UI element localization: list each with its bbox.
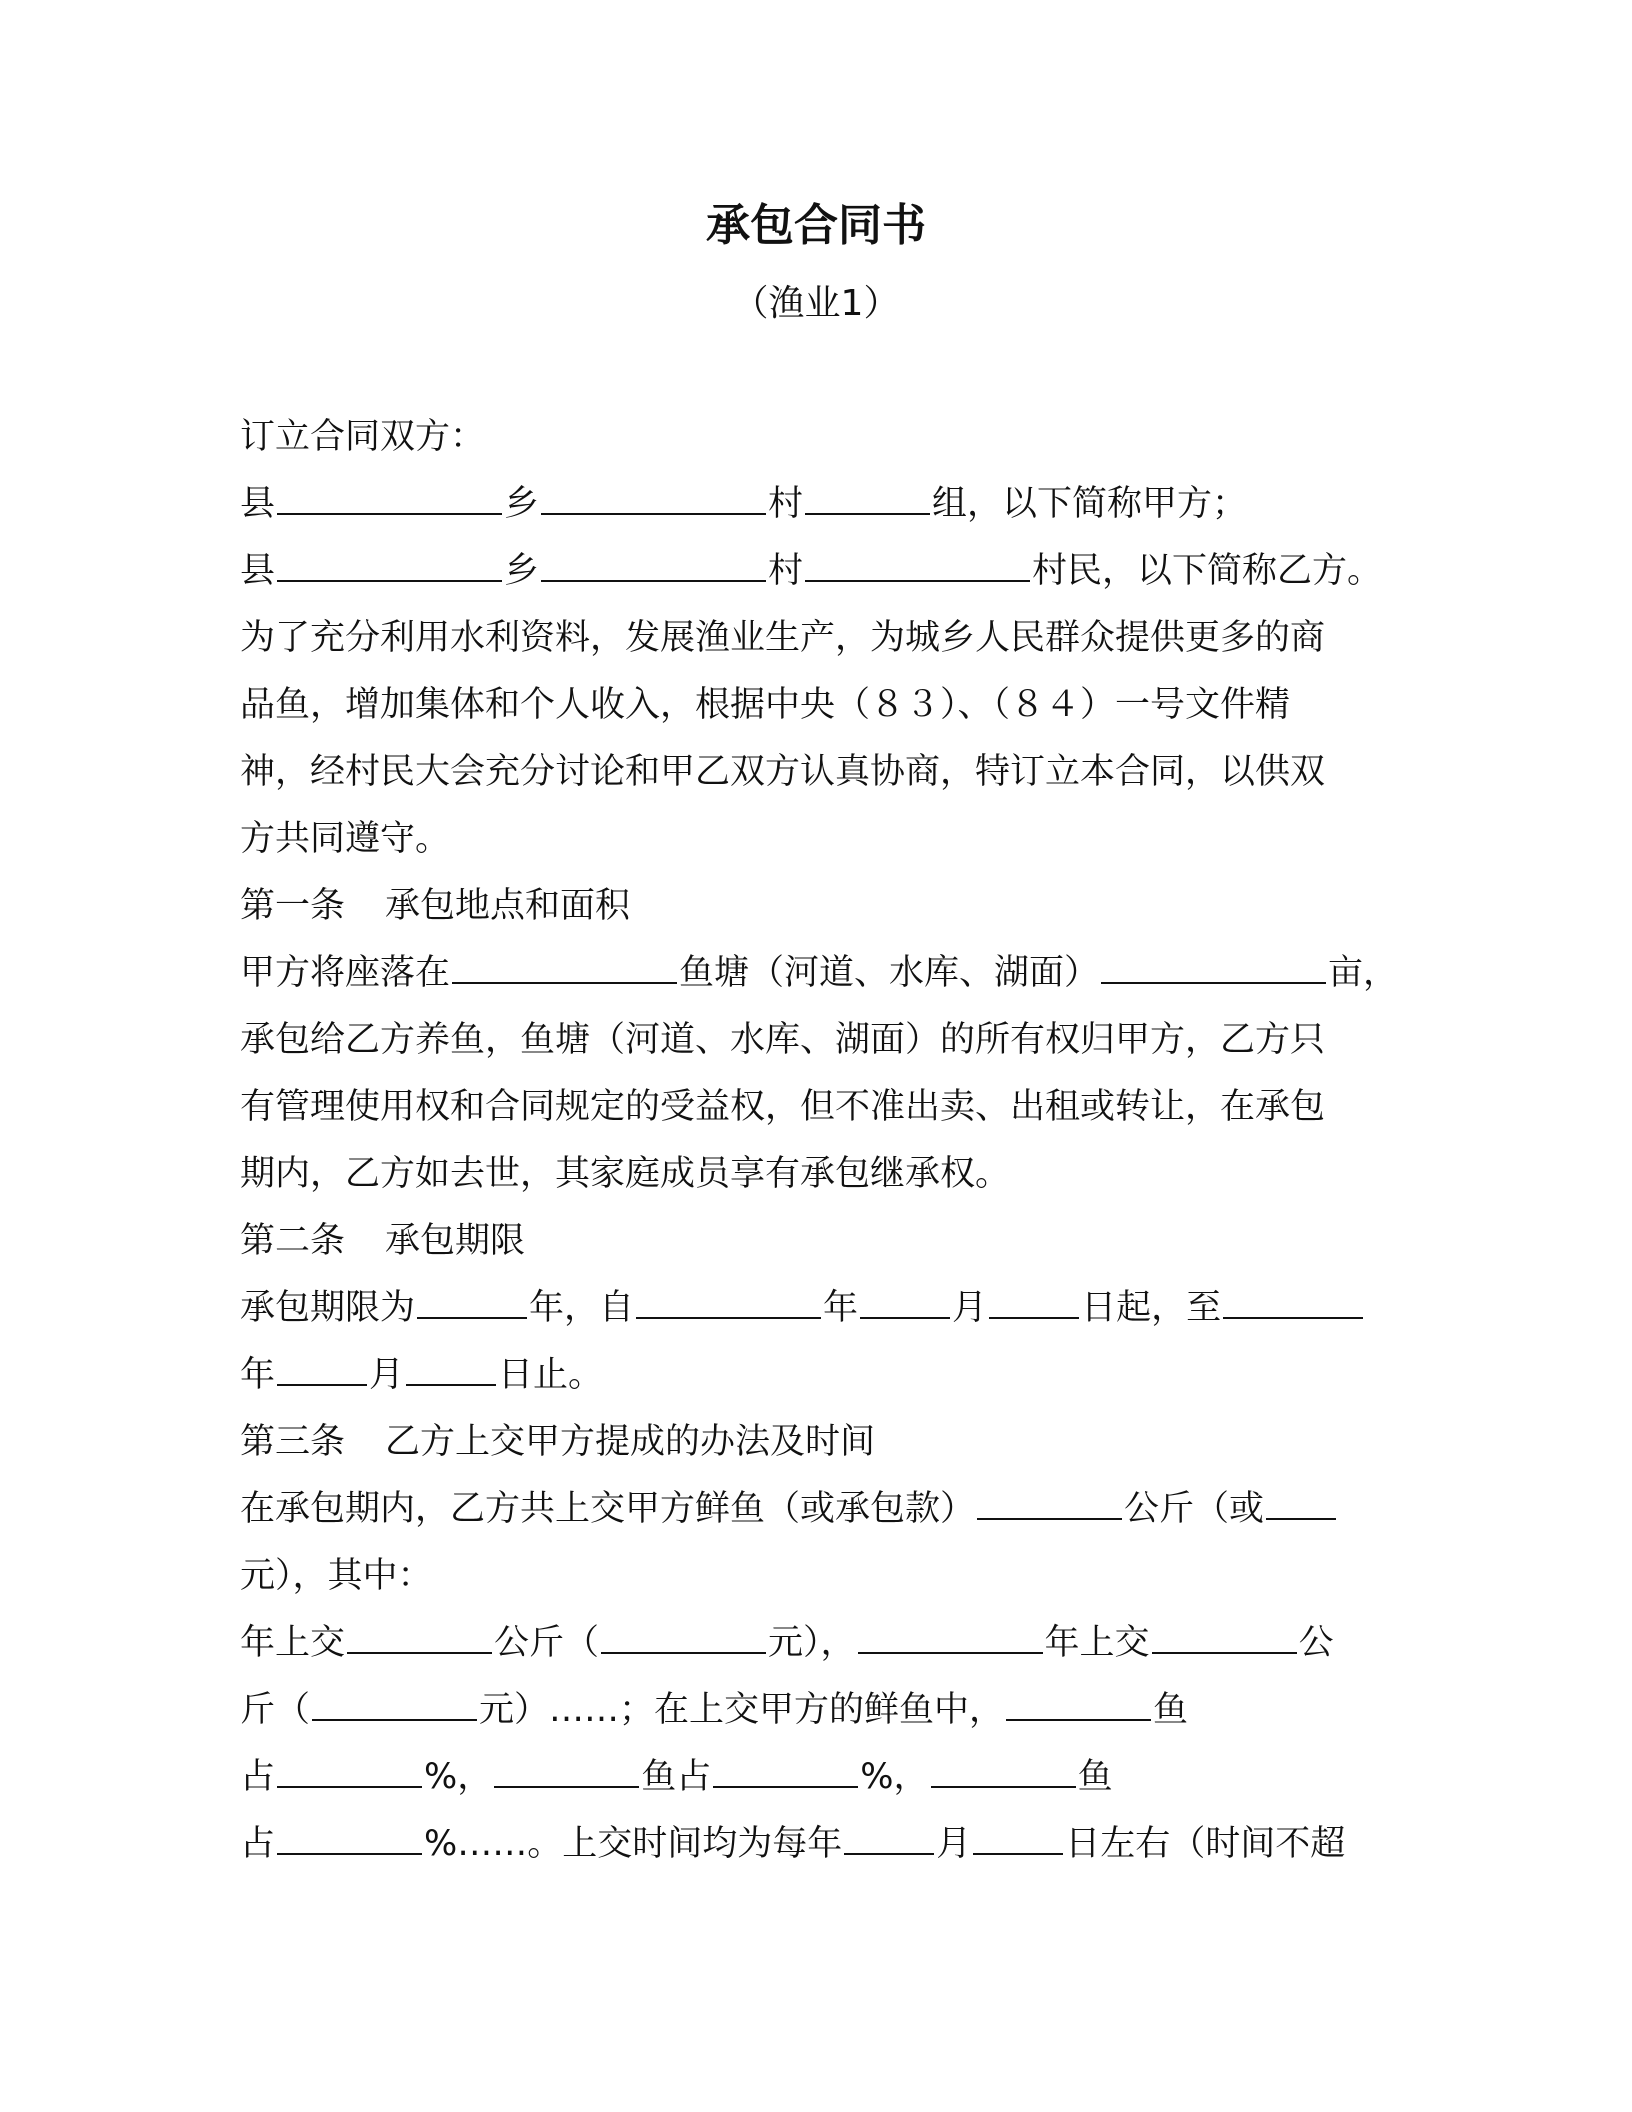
total-yuan-blank[interactable] [1266,1476,1336,1520]
article3-line: 占 %， 鱼占 %， 鱼 [240,1744,1380,1811]
percent-blank[interactable] [277,1811,422,1855]
preamble-line: 为了充分利用水利资料，发展渔业生产，为城乡人民群众提供更多的商 [240,618,1326,658]
county-blank[interactable] [277,538,502,582]
end-year-blank[interactable] [1223,1275,1363,1319]
year-blank[interactable] [858,1610,1043,1654]
article1-heading: 第一条 承包地点和面积 [240,886,631,926]
term-years-blank[interactable] [417,1275,527,1319]
delivery-month-blank[interactable] [844,1811,934,1855]
percent-blank[interactable] [277,1744,422,1788]
contract-body [240,404,1399,1878]
yearly-kg-blank[interactable] [347,1610,492,1654]
article1-line: 甲方将座落在 鱼塘（河道、水库、湖面） 亩， [240,940,1380,1007]
start-year-blank[interactable] [636,1275,821,1319]
party-a-line: 县 乡 村 组，以下简称甲方； [240,471,1380,538]
party-b-line: 县 乡 村 村民，以下简称乙方。 [240,538,1380,605]
fish-type-blank[interactable] [1006,1677,1151,1721]
page-title: 承包合同书 [706,200,926,251]
article3-line: 在承包期内，乙方共上交甲方鲜鱼（或承包款） 公斤（或 [240,1476,1380,1543]
preamble-line: 品鱼，增加集体和个人收入，根据中央（８３）、（８４）一号文件精 [240,685,1291,725]
fish-type-blank[interactable] [494,1744,639,1788]
group-blank[interactable] [805,471,930,515]
article2-line: 年 月 日止。 [240,1342,1380,1409]
yearly-yuan-blank[interactable] [601,1610,766,1654]
yearly-kg-blank[interactable] [1152,1610,1297,1654]
article3-line: 占 %……。上交时间均为每年 月 日左右（时间不超 [240,1811,1380,1878]
parties-label: 订立合同双方： [240,417,486,457]
villager-name-blank[interactable] [805,538,1030,582]
article1-line: 承包给乙方养鱼，鱼塘（河道、水库、湖面）的所有权归甲方，乙方只 [240,1020,1326,1060]
total-kg-blank[interactable] [977,1476,1122,1520]
yearly-yuan-blank[interactable] [312,1677,477,1721]
article1-line: 有管理使用权和合同规定的受益权，但不准出卖、出租或转让，在承包 [240,1087,1326,1127]
location-blank[interactable] [452,940,677,984]
article3-heading: 第三条 乙方上交甲方提成的办法及时间 [240,1422,876,1462]
county-blank[interactable] [277,471,502,515]
end-day-blank[interactable] [406,1342,496,1386]
fish-type-blank[interactable] [931,1744,1076,1788]
township-blank[interactable] [541,471,766,515]
township-blank[interactable] [541,538,766,582]
start-month-blank[interactable] [860,1275,950,1319]
percent-blank[interactable] [713,1744,858,1788]
delivery-day-blank[interactable] [973,1811,1063,1855]
article2-line: 承包期限为 年，自 年 月 日起，至 [240,1275,1380,1342]
article3-line: 年上交 公斤（ 元）， 年上交 公 [240,1610,1380,1677]
article2-heading: 第二条 承包期限 [240,1221,526,1261]
article1-line: 期内，乙方如去世，其家庭成员享有承包继承权。 [240,1154,1011,1194]
end-month-blank[interactable] [277,1342,367,1386]
area-blank[interactable] [1101,940,1326,984]
preamble-line: 方共同遵守。 [240,819,451,859]
start-day-blank[interactable] [989,1275,1079,1319]
preamble-line: 神，经村民大会充分讨论和甲乙双方认真协商，特订立本合同，以供双 [240,752,1326,792]
page-subtitle: （渔业1） [732,283,900,324]
article3-line: 元），其中： [240,1556,433,1596]
article3-line: 斤（ 元）……；在上交甲方的鲜鱼中， 鱼 [240,1677,1380,1744]
